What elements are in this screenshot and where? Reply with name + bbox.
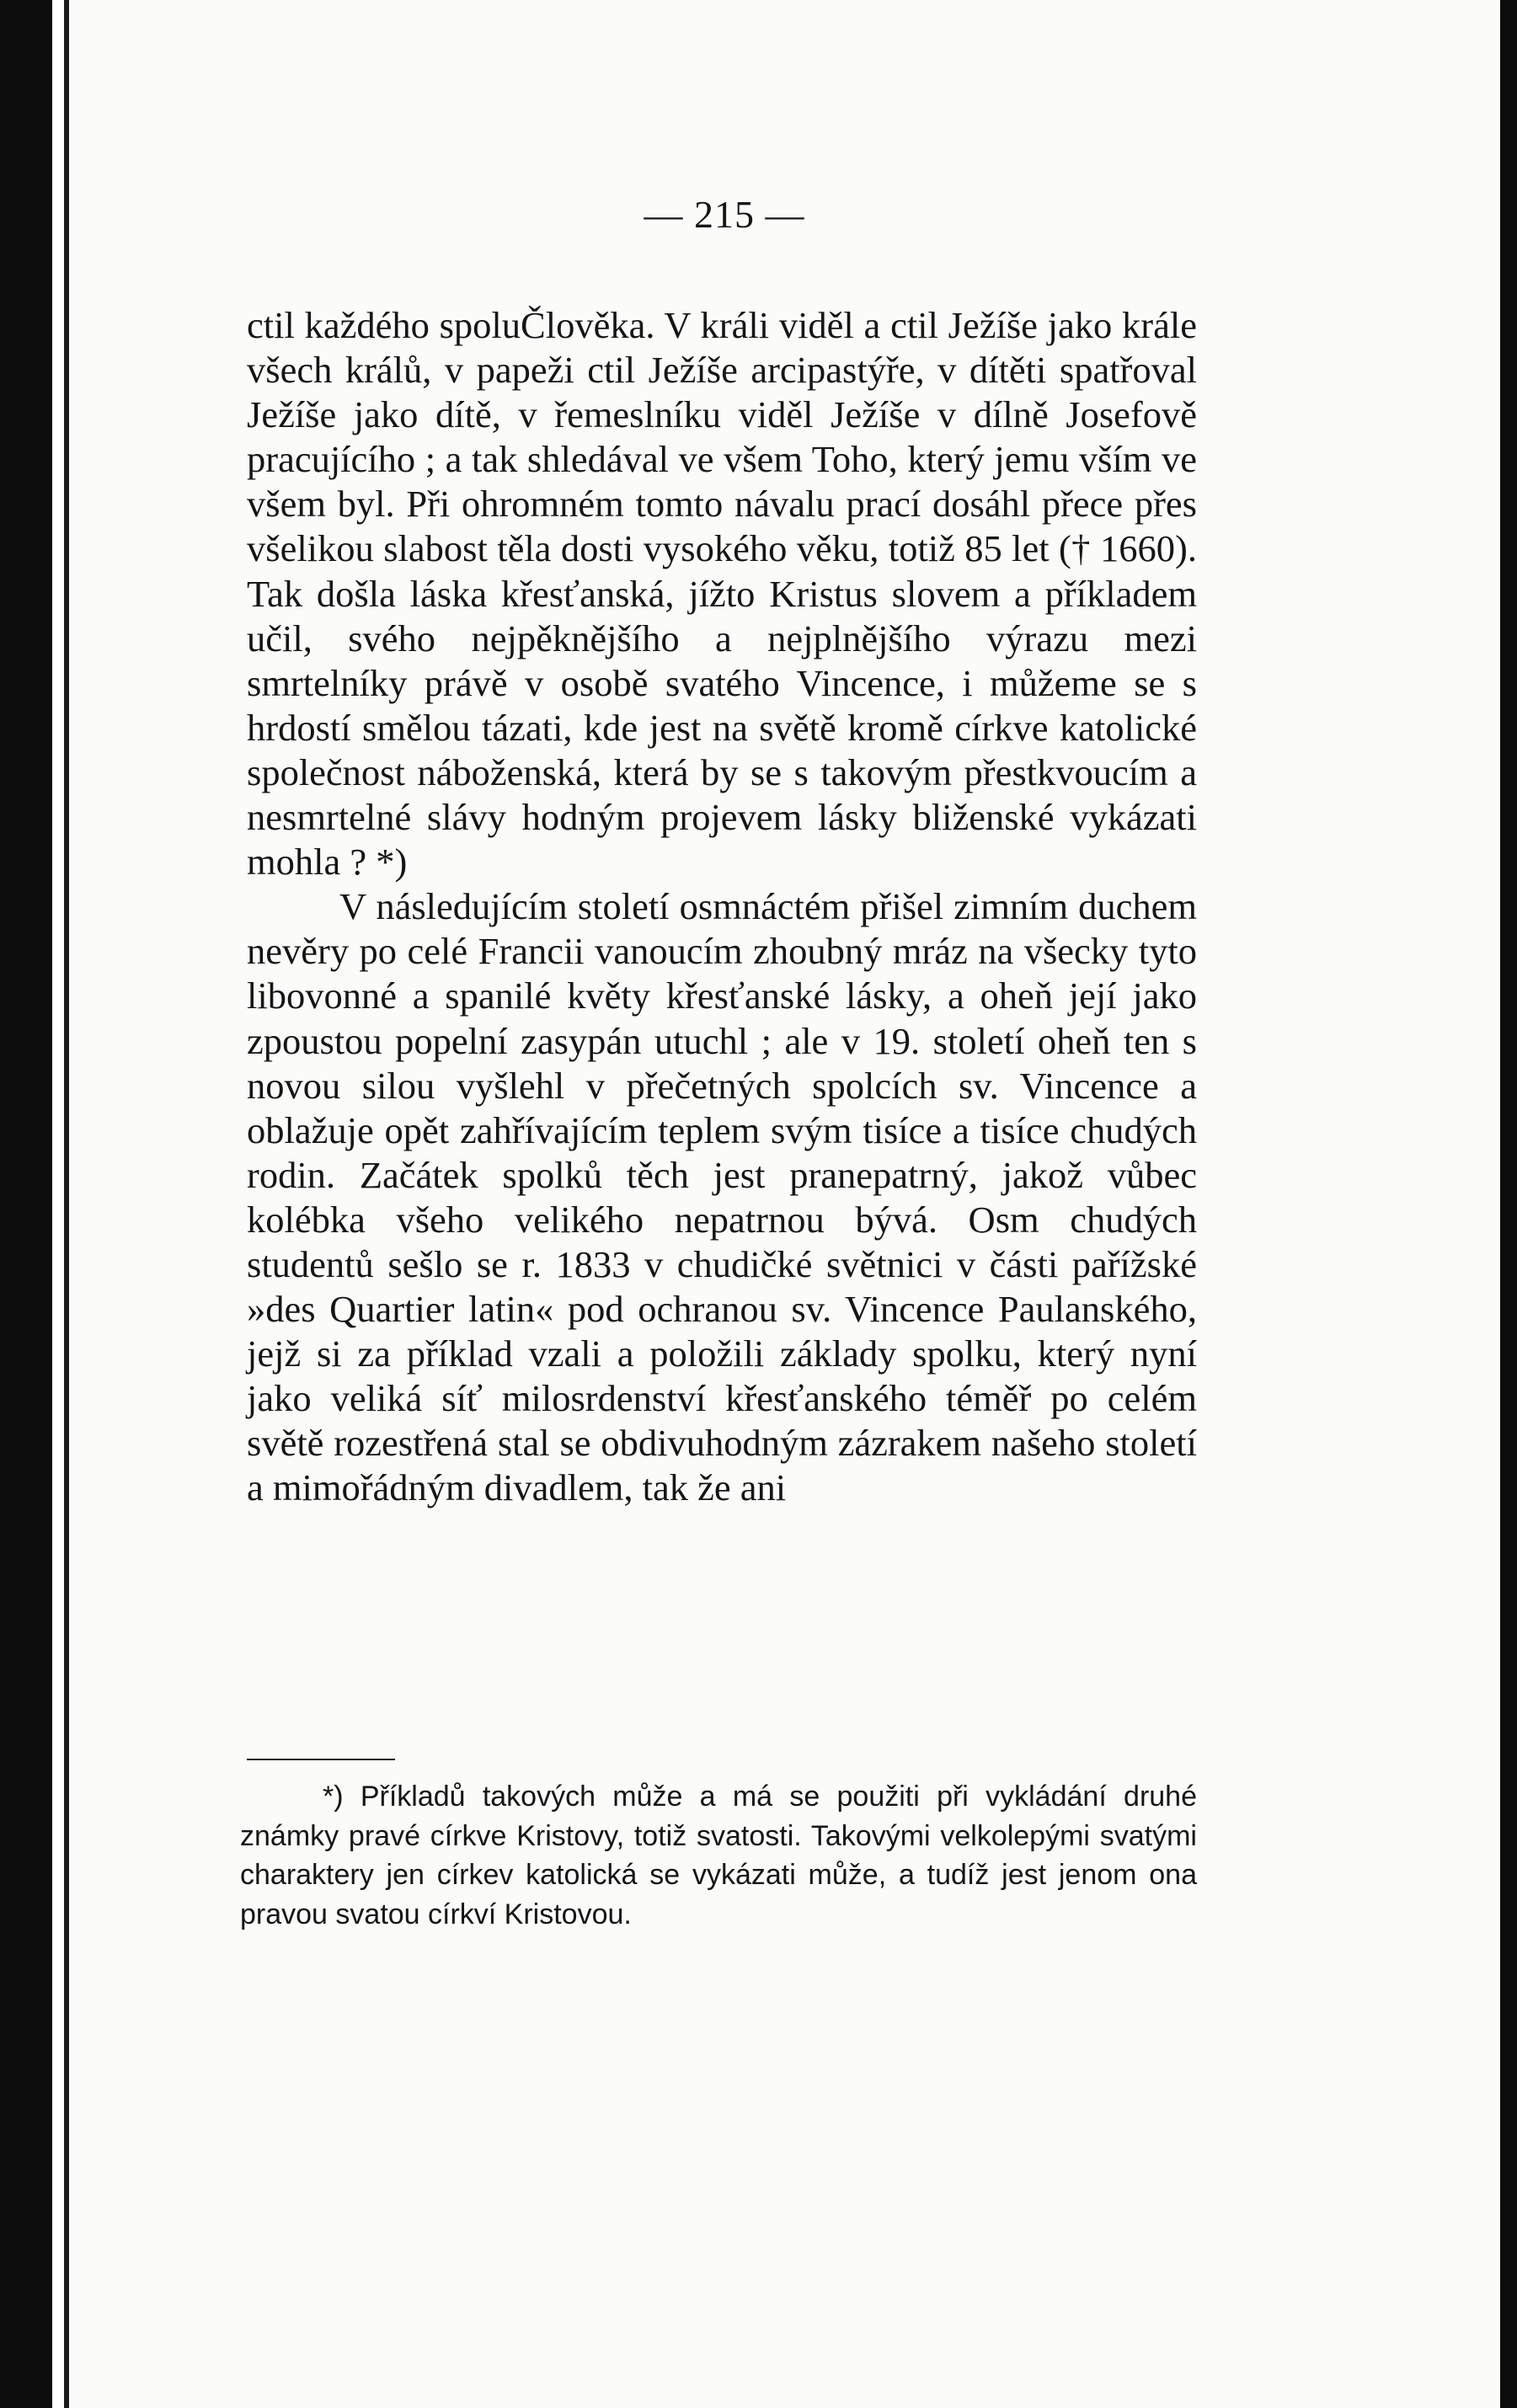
page-number: — 215 — <box>644 193 805 236</box>
scan-border-line <box>64 0 69 2408</box>
paragraph: V následujícím století osmnáctém přišel zimním duchem nevěry po celé Francii vanoucím zhoubný mráz na všecky tyto libovonné a spanilé květy křesťanské lásky, a oheň její jako zpoustou popelní zasypán utuchl ; ale v 19. století oheň ten s novou silou vyšlehl v přečetných spolcích sv. Vincence a oblažuje opět zahřívajícím teplem svým tisíce a tisíce chudých rodin. Začátek spolků těch jest pranepatrný, jakož vůbec kolébka všeho velikého nepatrnou bývá. Osm chudých studentů sešlo se r. 1833 v chudičké světnici v části pařížské »des Quartier latin« pod ochranou sv. Vincence Paulanského, jejž si za příklad vzali a položili základy spolku, který nyní jako veliká síť milosrdenství křesťanského téměř po celém světě rozestřená stal se obdivuhodným zázrakem našeho století a mimořádným divadlem, tak že ani <box>247 885 1197 1509</box>
footnote-text: *) Příkladů takových může a má se použiti při vykládání druhé známky pravé církve Kristovy, totiž svatosti. Takovými velkolepými svatými charaktery jen církev katolická se vykázati může, a tudíž jest jenom ona pravou svatou církví Kristovou. <box>240 1781 1197 1930</box>
scan-border-right <box>1500 0 1517 2408</box>
footnote <box>240 1777 1197 1934</box>
scan-border-left <box>0 0 52 2408</box>
footnote-divider <box>247 1759 395 1760</box>
body-text <box>247 303 1197 1511</box>
paragraph: ctil každého spoluČlověka. V králi viděl a ctil Ježíše jako krále všech králů, v papeži ctil Ježíše arcipastýře, v dítěti spatřoval Ježíše jako dítě, v řemeslníku viděl Ježíše v dílně Josefově pracujícího ; a tak shledával ve všem Toho, který jemu vším ve všem byl. Při ohromném tomto návalu prací dosáhl přece přes všelikou slabost těla dosti vysokého věku, totiž 85 let († 1660). Tak došla láska křesťanská, jížto Kristus slovem a příkladem učil, svého nejpěknějšího a nejplnějšího výrazu mezi smrtelníky právě v osobě svatého Vincence, i můžeme se s hrdostí smělou tázati, kde jest na světě kromě církve katolické společnost náboženská, která by se s takovým přestkvoucím a nesmrtelné slávy hodným projevem lásky bliženské vykázati mohla ? *) <box>247 304 1197 884</box>
